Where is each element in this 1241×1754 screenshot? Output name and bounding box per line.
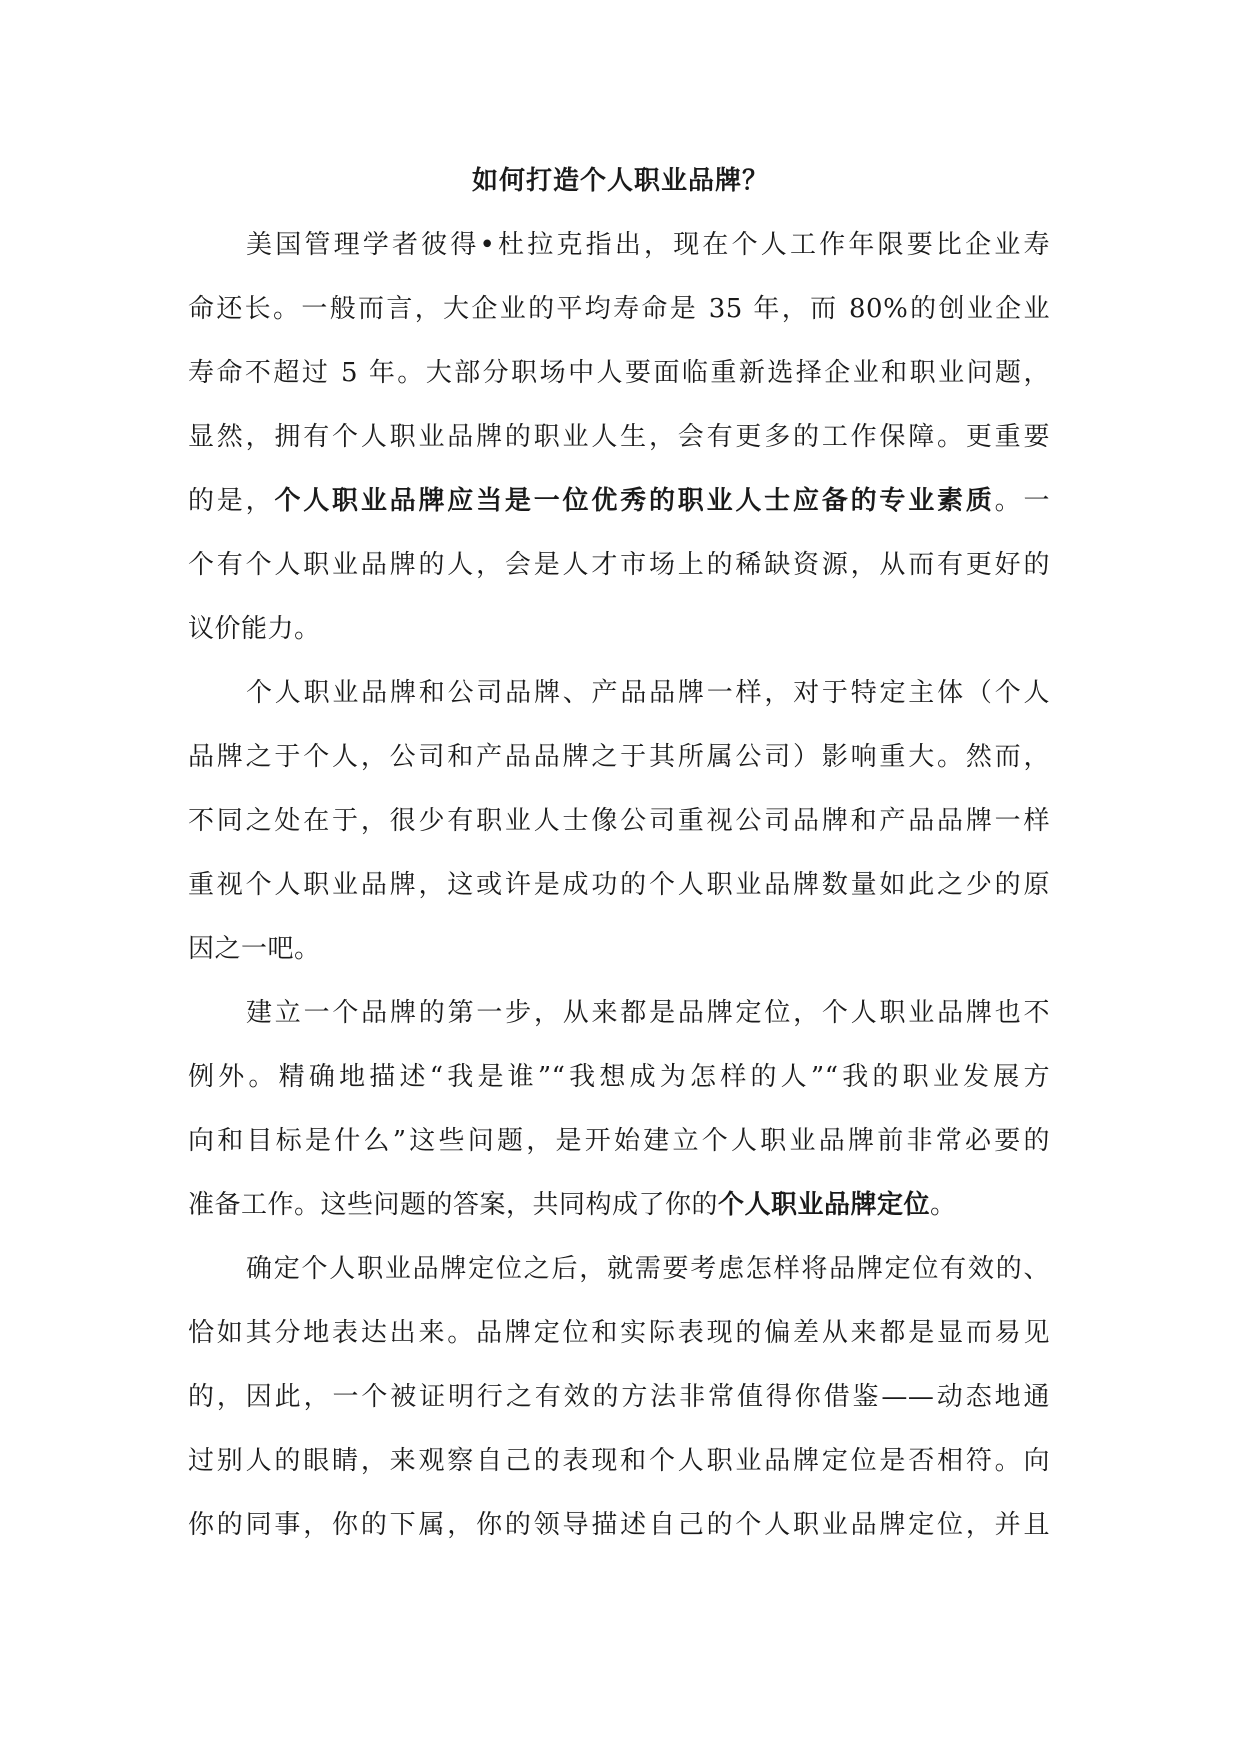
paragraph: [188, 1249, 1050, 1569]
paragraph: [188, 225, 1050, 673]
text-line: 的，因此，一个被证明行之有效的方法非常值得你借鉴——动态地通: [188, 1382, 1050, 1412]
emphasis-text: 个人职业品牌定位: [718, 1190, 931, 1220]
text-line: 品牌之于个人，公司和产品品牌之于其所属公司）影响重大。然而，: [188, 742, 1050, 772]
paragraph: [188, 993, 1050, 1249]
text-line: 你的同事，你的下属，你的领导描述自己的个人职业品牌定位，并且: [188, 1510, 1050, 1540]
text-line: 向和目标是什么”这些问题，是开始建立个人职业品牌前非常必要的: [188, 1126, 1050, 1156]
text-line: 恰如其分地表达出来。品牌定位和实际表现的偏差从来都是显而易见: [188, 1318, 1050, 1348]
text-line: 重视个人职业品牌，这或许是成功的个人职业品牌数量如此之少的原: [188, 870, 1050, 900]
text-line: 显然，拥有个人职业品牌的职业人生，会有更多的工作保障。更重要: [188, 422, 1050, 452]
emphasis-text: 个人职业品牌应当是一位优秀的职业人士应备的专业素质: [274, 486, 995, 516]
text-line: 准备工作。这些问题的答案，共同构成了你的个人职业品牌定位。: [188, 1190, 957, 1220]
text-line: 寿命不超过 5 年。大部分职场中人要面临重新选择企业和职业问题，: [188, 358, 1050, 388]
text-line: 个有个人职业品牌的人，会是人才市场上的稀缺资源，从而有更好的: [188, 550, 1050, 580]
text-line: 的是，个人职业品牌应当是一位优秀的职业人士应备的专业素质。一: [188, 486, 1050, 516]
text-line: 美国管理学者彼得•杜拉克指出，现在个人工作年限要比企业寿: [246, 230, 1050, 260]
text-line: 议价能力。: [188, 614, 321, 644]
text-line: 过别人的眼睛，来观察自己的表现和个人职业品牌定位是否相符。向: [188, 1446, 1050, 1476]
document-title: 如何打造个人职业品牌？: [471, 166, 769, 196]
paragraph: [188, 673, 1050, 993]
text-line: 个人职业品牌和公司品牌、产品品牌一样，对于特定主体（个人: [246, 678, 1050, 708]
document-body: [188, 225, 1050, 1569]
text-line: 例外。精确地描述“我是谁”“我想成为怎样的人”“我的职业发展方: [188, 1062, 1050, 1092]
text-line: 确定个人职业品牌定位之后，就需要考虑怎样将品牌定位有效的、: [246, 1254, 1050, 1284]
text-line: 因之一吧。: [188, 934, 321, 964]
text-line: 建立一个品牌的第一步，从来都是品牌定位，个人职业品牌也不: [246, 998, 1050, 1028]
text-line: 不同之处在于，很少有职业人士像公司重视公司品牌和产品品牌一样: [188, 806, 1050, 836]
text-line: 命还长。一般而言，大企业的平均寿命是 35 年，而 80%的创业企业: [188, 294, 1050, 324]
